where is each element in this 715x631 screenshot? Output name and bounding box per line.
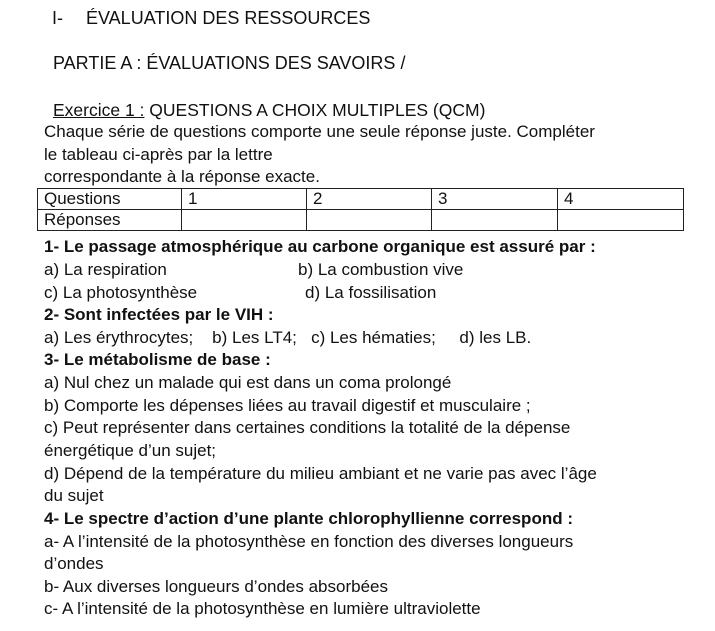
question-1-title: 1- Le passage atmosphérique au carbone organique est assuré par :: [44, 237, 596, 256]
table-question-2: 2: [307, 189, 432, 210]
question-3-title: 3- Le métabolisme de base :: [44, 350, 271, 369]
question-1-option-c: c) La photosynthèse: [44, 283, 198, 302]
table-row-questions: [38, 189, 684, 210]
table-header-questions: Questions: [38, 189, 182, 210]
question-4-title: 4- Le spectre d’action d’une plante chlorophyllienne correspond :: [44, 509, 573, 528]
intro-line-1: Chaque série de questions comporte une seule réponse juste. Compléter: [44, 122, 595, 141]
question-2-title: 2- Sont infectées par le VIH :: [44, 305, 274, 324]
intro-line-3: correspondante à la réponse exacte.: [44, 167, 320, 186]
table-question-4: 4: [558, 189, 684, 210]
question-3-option-c-line-1: c) Peut représenter dans certaines conditions la totalité de la dépense: [44, 418, 571, 437]
question-4-option-a-line-1: a- A l’intensité de la photosynthèse en fonction des diverses longueurs: [44, 532, 574, 551]
question-3-option-a: a) Nul chez un malade qui est dans un coma prolongé: [44, 373, 452, 392]
answer-cell-4[interactable]: [558, 210, 684, 231]
answer-cell-3[interactable]: [432, 210, 558, 231]
section-heading: [52, 8, 370, 28]
question-3-option-d-line-2: du sujet: [44, 486, 104, 505]
table-question-1: 1: [182, 189, 307, 210]
table-header-answers: Réponses: [38, 210, 182, 231]
question-4-option-b: b- Aux diverses longueurs d’ondes absorbées: [44, 577, 388, 596]
question-4-option-c: c- A l’intensité de la photosynthèse en lumière ultraviolette: [44, 599, 481, 618]
exercise-title: QUESTIONS A CHOIX MULTIPLES (QCM): [144, 100, 486, 120]
question-1-option-b: b) La combustion vive: [298, 260, 464, 279]
answer-table: [37, 188, 684, 231]
question-1-option-a: a) La respiration: [44, 260, 167, 279]
table-question-3: 3: [432, 189, 558, 210]
answer-cell-1[interactable]: [182, 210, 307, 231]
question-4-option-a-line-2: d’ondes: [44, 554, 104, 573]
part-heading: PARTIE A : ÉVALUATIONS DES SAVOIRS /: [53, 53, 406, 73]
table-row-answers: [38, 210, 684, 231]
section-number: I-: [52, 8, 63, 28]
question-3-option-b: b) Comporte les dépenses liées au travail digestif et musculaire ;: [44, 396, 531, 415]
exercise-label: Exercice 1 :: [53, 100, 145, 120]
question-3-option-c-line-2: énergétique d’un sujet;: [44, 441, 217, 460]
intro-line-2: le tableau ci-après par la lettre: [44, 145, 273, 164]
question-2-options: a) Les érythrocytes; b) Les LT4; c) Les hématies; d) les LB.: [44, 328, 532, 347]
question-1-option-d: d) La fossilisation: [305, 283, 437, 302]
exercise-heading: [53, 100, 485, 120]
answer-cell-2[interactable]: [307, 210, 432, 231]
question-3-option-d-line-1: d) Dépend de la température du milieu ambiant et ne varie pas avec l’âge: [44, 464, 597, 483]
section-title: ÉVALUATION DES RESSOURCES: [86, 8, 371, 28]
